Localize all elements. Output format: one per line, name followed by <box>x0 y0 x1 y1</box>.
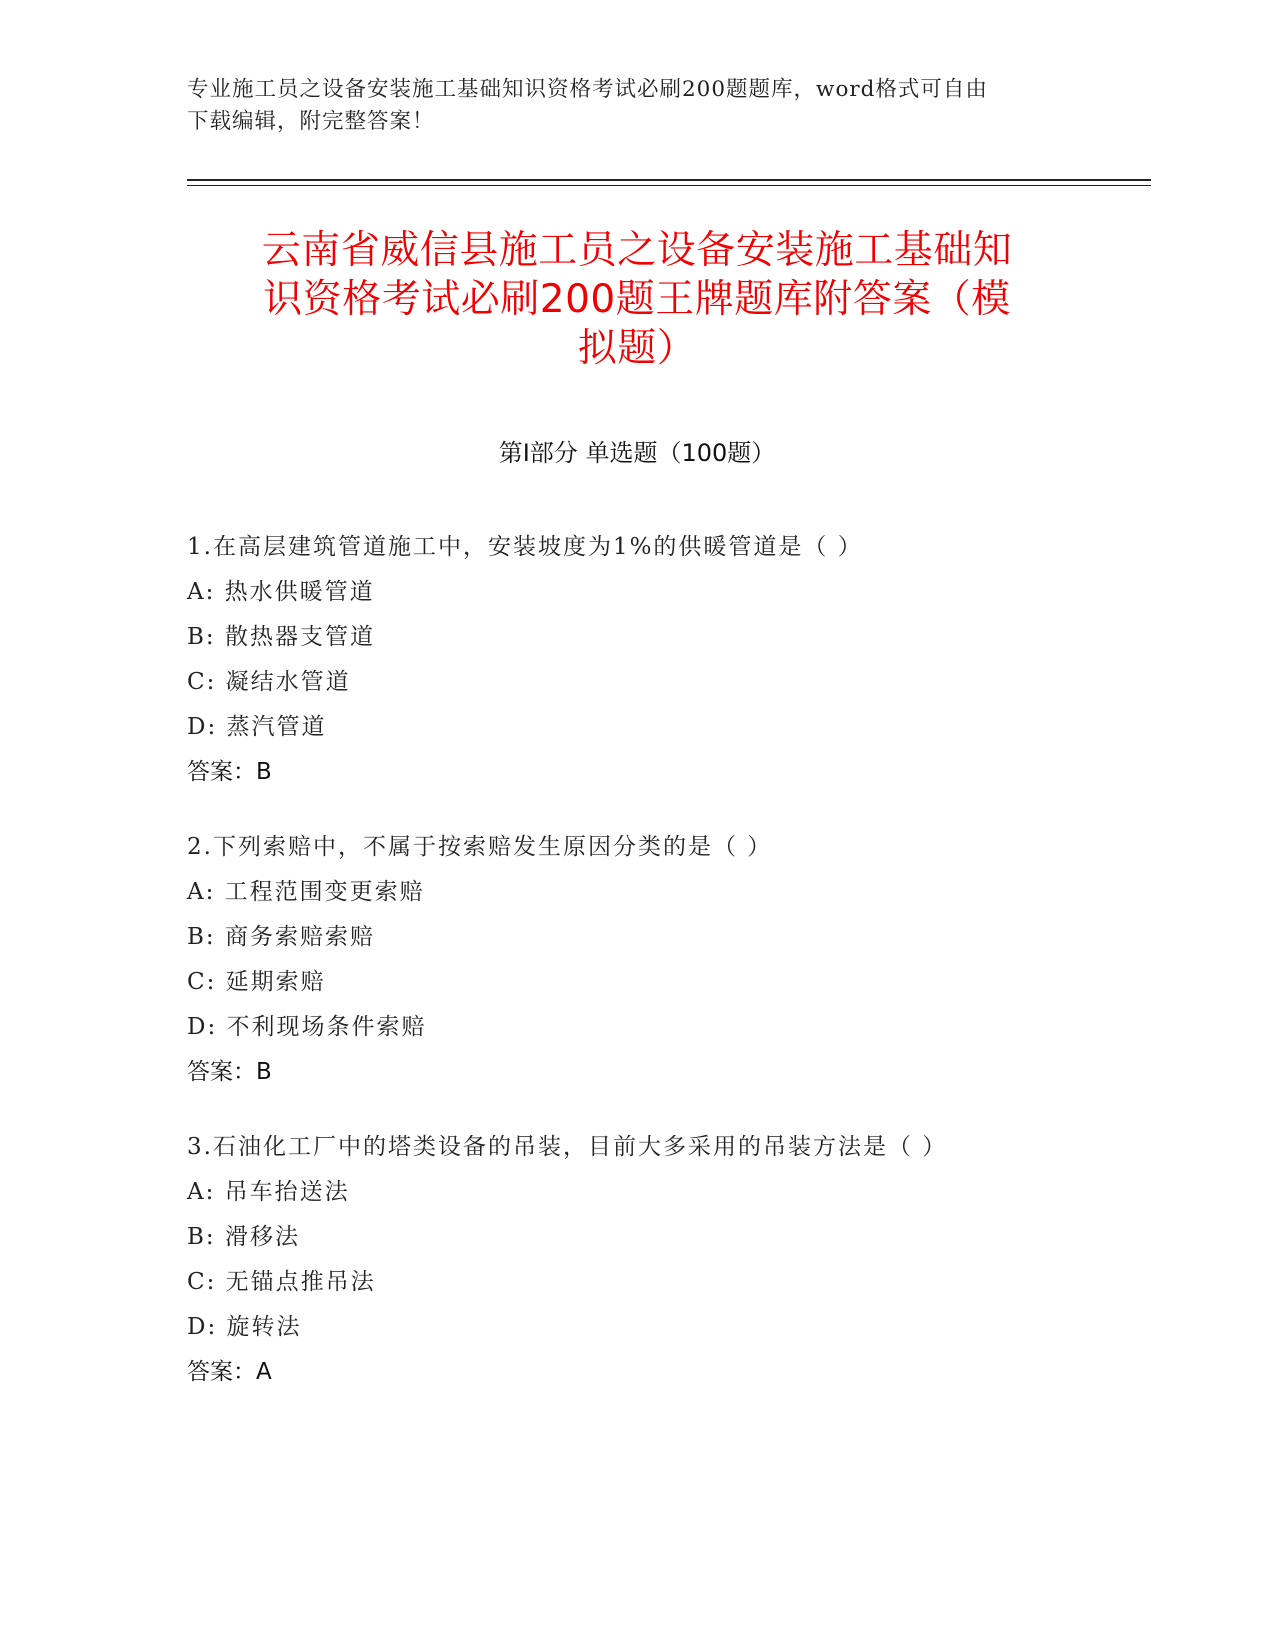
option-d: D: 旋转法 <box>187 1314 302 1340</box>
header-divider-thick <box>187 179 1151 181</box>
option-c: C: 无锚点推吊法 <box>187 1269 376 1295</box>
header-divider-thin <box>187 185 1151 186</box>
option-c: C: 凝结水管道 <box>187 669 351 695</box>
question-stem: 1.在高层建筑管道施工中，安装坡度为1%的供暖管道是（ ） <box>187 534 863 560</box>
option-d: D: 不利现场条件索赔 <box>187 1014 427 1040</box>
document-title-line-2: 识资格考试必刷200题王牌题库附答案（模 <box>263 277 1011 322</box>
question-item <box>187 825 1137 1095</box>
option-b: B: 滑移法 <box>187 1224 300 1250</box>
header-note <box>187 74 1067 138</box>
document-title-line-1: 云南省威信县施工员之设备安装施工基础知 <box>261 228 1013 273</box>
option-a: A: 热水供暖管道 <box>187 579 375 605</box>
document-title-line-3: 拟题） <box>577 326 697 371</box>
option-b: B: 散热器支管道 <box>187 624 375 650</box>
option-c: C: 延期索赔 <box>187 969 326 995</box>
option-b: B: 商务索赔索赔 <box>187 924 375 950</box>
option-d: D: 蒸汽管道 <box>187 714 327 740</box>
answer: 答案：B <box>187 1059 272 1085</box>
header-note-line-2: 下载编辑，附完整答案！ <box>187 109 435 134</box>
question-list <box>187 525 1137 1425</box>
question-item <box>187 1125 1137 1395</box>
question-stem: 2.下列索赔中，不属于按索赔发生原因分类的是（ ） <box>187 834 773 860</box>
answer: 答案：B <box>187 759 272 785</box>
question-stem: 3.石油化工厂中的塔类设备的吊装，目前大多采用的吊装方法是（ ） <box>187 1134 948 1160</box>
option-a: A: 工程范围变更索赔 <box>187 879 425 905</box>
answer: 答案：A <box>187 1359 272 1385</box>
option-a: A: 吊车抬送法 <box>187 1179 350 1205</box>
document-title <box>187 226 1087 373</box>
question-item <box>187 525 1137 795</box>
section-title: 第I部分 单选题（100题） <box>498 439 776 467</box>
header-note-line-1: 专业施工员之设备安装施工基础知识资格考试必刷200题题库，word格式可自由 <box>187 77 988 102</box>
